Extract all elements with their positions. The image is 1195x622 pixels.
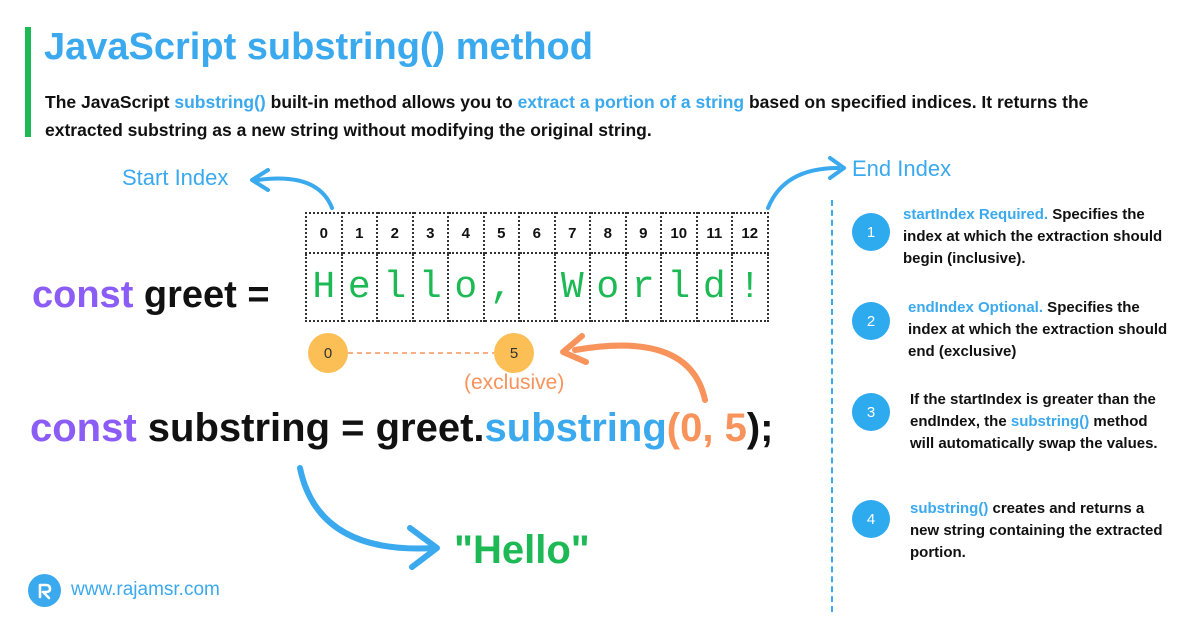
char-cell: o — [590, 253, 626, 321]
char-cell — [519, 253, 555, 321]
step-text-3 — [910, 389, 1170, 455]
step-highlight: substring() — [910, 500, 989, 517]
index-cell: 10 — [661, 213, 697, 253]
step-highlight: substring() — [1010, 413, 1090, 430]
end-index-arrow — [768, 168, 838, 208]
step-highlight: endIndex Optional. — [908, 299, 1044, 316]
code-line-greet — [32, 274, 270, 317]
section-divider — [831, 200, 833, 612]
char-cell: ! — [732, 253, 768, 321]
index-cell: 4 — [448, 213, 484, 253]
method-args: 0, 5 — [680, 406, 747, 450]
char-cell: l — [413, 253, 449, 321]
index-cell: 8 — [590, 213, 626, 253]
string-index-grid — [305, 212, 769, 322]
site-logo-icon — [28, 574, 61, 607]
step-body: If the startIndex is greater than the endIndex, the — [910, 391, 1156, 430]
substring-declaration: substring = greet. — [136, 406, 485, 450]
char-cell: H — [306, 253, 342, 321]
char-cell: W — [555, 253, 591, 321]
greet-declaration: greet = — [133, 274, 270, 316]
intro-highlight-method: substring() — [174, 92, 266, 112]
char-cell: r — [626, 253, 662, 321]
index-cell: 5 — [484, 213, 520, 253]
step-number-1: 1 — [852, 213, 890, 251]
char-row — [306, 253, 768, 321]
intro-text: The JavaScript — [45, 92, 175, 112]
char-cell: d — [697, 253, 733, 321]
const-keyword: const — [32, 274, 134, 316]
index-cell: 6 — [519, 213, 555, 253]
index-cell: 11 — [697, 213, 733, 253]
step-text-2 — [908, 297, 1168, 363]
result-value: "Hello" — [454, 528, 590, 572]
index-cell: 7 — [555, 213, 591, 253]
step-highlight: startIndex Required. — [903, 206, 1049, 223]
step-number-2: 2 — [852, 302, 890, 340]
exclusive-arrow — [575, 346, 705, 400]
const-keyword: const — [30, 406, 137, 450]
index-cell: 9 — [626, 213, 662, 253]
step-text-4 — [910, 498, 1170, 564]
intro-text: built-in method allows you to — [265, 92, 518, 112]
page-title: JavaScript substring() method — [44, 26, 593, 68]
close-paren: ); — [746, 406, 774, 450]
result-arrow — [300, 468, 435, 549]
end-index-label: End Index — [852, 156, 952, 181]
start-index-label: Start Index — [122, 165, 229, 190]
index-cell: 12 — [732, 213, 768, 253]
method-name: substring — [484, 406, 667, 450]
site-url-link[interactable]: www.rajamsr.com — [71, 579, 220, 600]
start-index-arrow — [258, 179, 332, 208]
char-cell: o — [448, 253, 484, 321]
intro-highlight-extract: extract a portion of a string — [517, 92, 745, 112]
intro-text: based on specified indices. It returns the extracted substring as a new string without modifying the original string. — [45, 92, 1089, 140]
index-cell: 0 — [306, 213, 342, 253]
char-cell: l — [377, 253, 413, 321]
char-cell: l — [661, 253, 697, 321]
step-text-1 — [903, 204, 1163, 270]
step-body: creates and returns a new string containing the extracted portion. — [910, 500, 1163, 561]
step-body: Specifies the index at which the extraction should end (exclusive) — [908, 299, 1168, 360]
index-cell: 1 — [342, 213, 378, 253]
logo-glyph-icon — [35, 581, 55, 601]
step-body: method will automatically swap the values. — [910, 413, 1158, 452]
step-body: Specifies the index at which the extraction should begin (inclusive). — [903, 206, 1163, 267]
exclusive-label: (exclusive) — [464, 371, 565, 394]
range-start-marker: 0 — [308, 333, 348, 373]
index-cell: 3 — [413, 213, 449, 253]
index-cell: 2 — [377, 213, 413, 253]
char-cell: , — [484, 253, 520, 321]
index-table — [305, 212, 769, 322]
step-number-4: 4 — [852, 500, 890, 538]
index-row — [306, 213, 768, 253]
open-paren: ( — [666, 406, 681, 450]
step-number-3: 3 — [852, 393, 890, 431]
char-cell: e — [342, 253, 378, 321]
range-end-marker: 5 — [494, 333, 534, 373]
code-line-substring — [30, 406, 773, 451]
